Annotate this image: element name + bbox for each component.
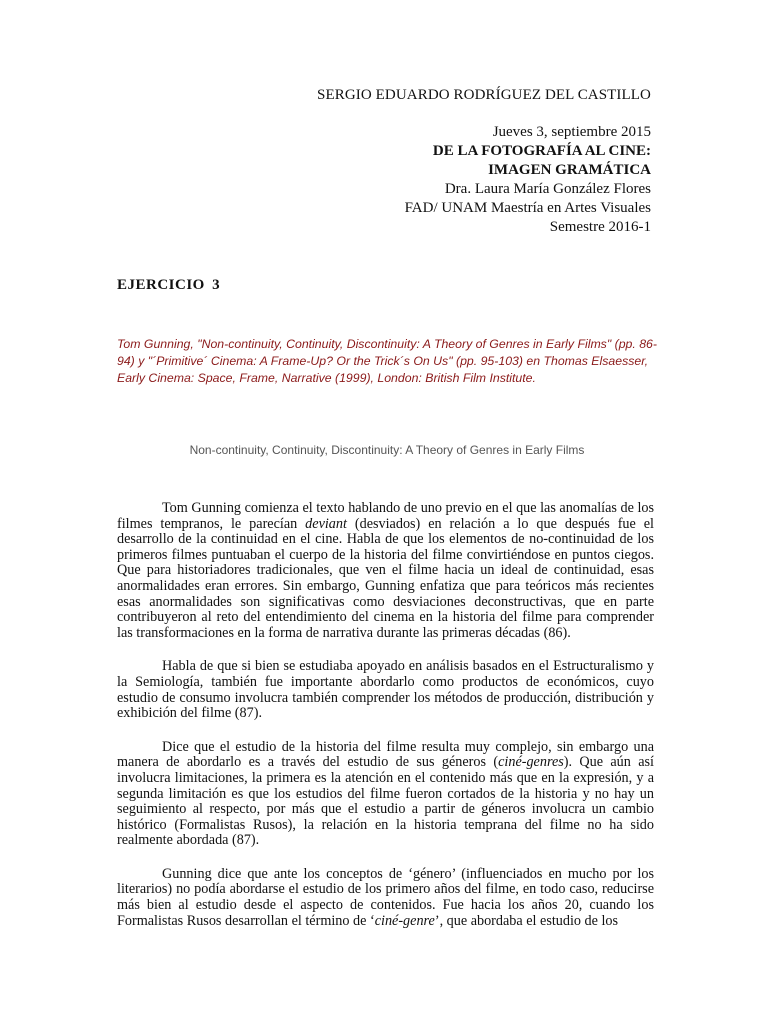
- semester: Semestre 2016-1: [549, 219, 651, 235]
- paragraph-1: [117, 501, 654, 641]
- body-text: [117, 501, 654, 947]
- course-title-line1: DE LA FOTOGRAFÍA AL CINE:: [432, 143, 651, 159]
- paragraph-4-italic: ciné-genre: [374, 912, 435, 929]
- paragraph-1-italic: deviant: [305, 515, 347, 532]
- document-date: Jueves 3, septiembre 2015: [492, 124, 651, 140]
- paragraph-3-text-b: ). Que aún así involucra limitaciones, la primera es la atención en el contenido más que en la expresión, y a segunda limitación es que los estudios del filme fueron cortados de la historia y no hay un seguimiento al respecto, por más que el estudio a partir de géneros involucra un cambio histórico (Formalistas Rusos), la relación en la historia temprana del filme no ha sido realmente abordada (87).: [117, 754, 654, 849]
- section-subtitle: Non-continuity, Continuity, Discontinuity: A Theory of Genres in Early Films: [189, 443, 585, 457]
- course-title-line2: IMAGEN GRAMÁTICA: [488, 162, 651, 178]
- paragraph-2: Habla de que si bien se estudiaba apoyado en análisis basados en el Estructuralismo y la Semiología, también fue importante abordarlo como productos de económicos, cuyo estudio de consumo involucra también comprender los métodos de producción, distribución y exhibición del filme (87).: [117, 658, 654, 722]
- document-header: [131, 86, 651, 237]
- paragraph-3: [117, 740, 654, 849]
- institution: FAD/ UNAM Maestría en Artes Visuales: [404, 200, 651, 216]
- paragraph-4-text-b: ’, que abordaba el estudio de los: [434, 912, 619, 929]
- paragraph-4: [117, 867, 654, 929]
- citation: Tom Gunning, "Non-continuity, Continuity, Discontinuity: A Theory of Genres in Early Films" (pp. 86-94) y "´Primitive´ Cinema: A Frame-Up? Or the Trick´s On Us" (pp. 95-103) en Thomas Elsaesser, Early Cinema: Space, Frame, Narrative (1999), London: British Film Institute.: [117, 337, 657, 385]
- exercise-heading: EJERCICIO 3: [117, 277, 221, 293]
- paragraph-3-text-a: Dice que el estudio de la historia del filme resulta muy complejo, sin embargo una manera de abordarlo es a través del estudio de sus géneros (: [117, 738, 654, 771]
- paragraph-4-text-a: Gunning dice que ante los conceptos de ‘género’ (influenciados en mucho por los literarios) no podía abordarse el estudio de los primero años del filme, en todo caso, reducirse más bien al estudio desde el aspecto de contenidos. Fue hacia los años 20, cuando los Formalistas Rusos desarrollan el término de ‘: [117, 865, 654, 929]
- author-name: SERGIO EDUARDO RODRÍGUEZ DEL CASTILLO: [317, 87, 651, 103]
- professor-name: Dra. Laura María González Flores: [444, 181, 651, 197]
- paragraph-1-text-a: Tom Gunning comienza el texto hablando de uno previo en el que las anomalías de los filmes tempranos, le parecían: [117, 500, 654, 532]
- paragraph-3-italic: ciné-genres: [498, 754, 564, 771]
- paragraph-1-text-b: (desviados) en relación a lo que después fue el desarrollo de la continuidad en el cine. Habla de que los elementos de no-continuidad de los primeros filmes puntuaban el cuerpo de la historia del filme convirtiéndose en puntos ciegos. Que para historiadores tradicionales, que ven el filme hacia un ideal de continuidad, esas anormalidades eran errores. Sin embargo, Gunning enfatiza que para teóricos más recientes esas anormalidades son significativas como desviaciones deconstructivas, que en parte contribuyeron al reto del entendimiento del cinema en la historia del filme para comprender las transformaciones en la forma de narrativa durante las primeras décadas (86).: [117, 515, 654, 641]
